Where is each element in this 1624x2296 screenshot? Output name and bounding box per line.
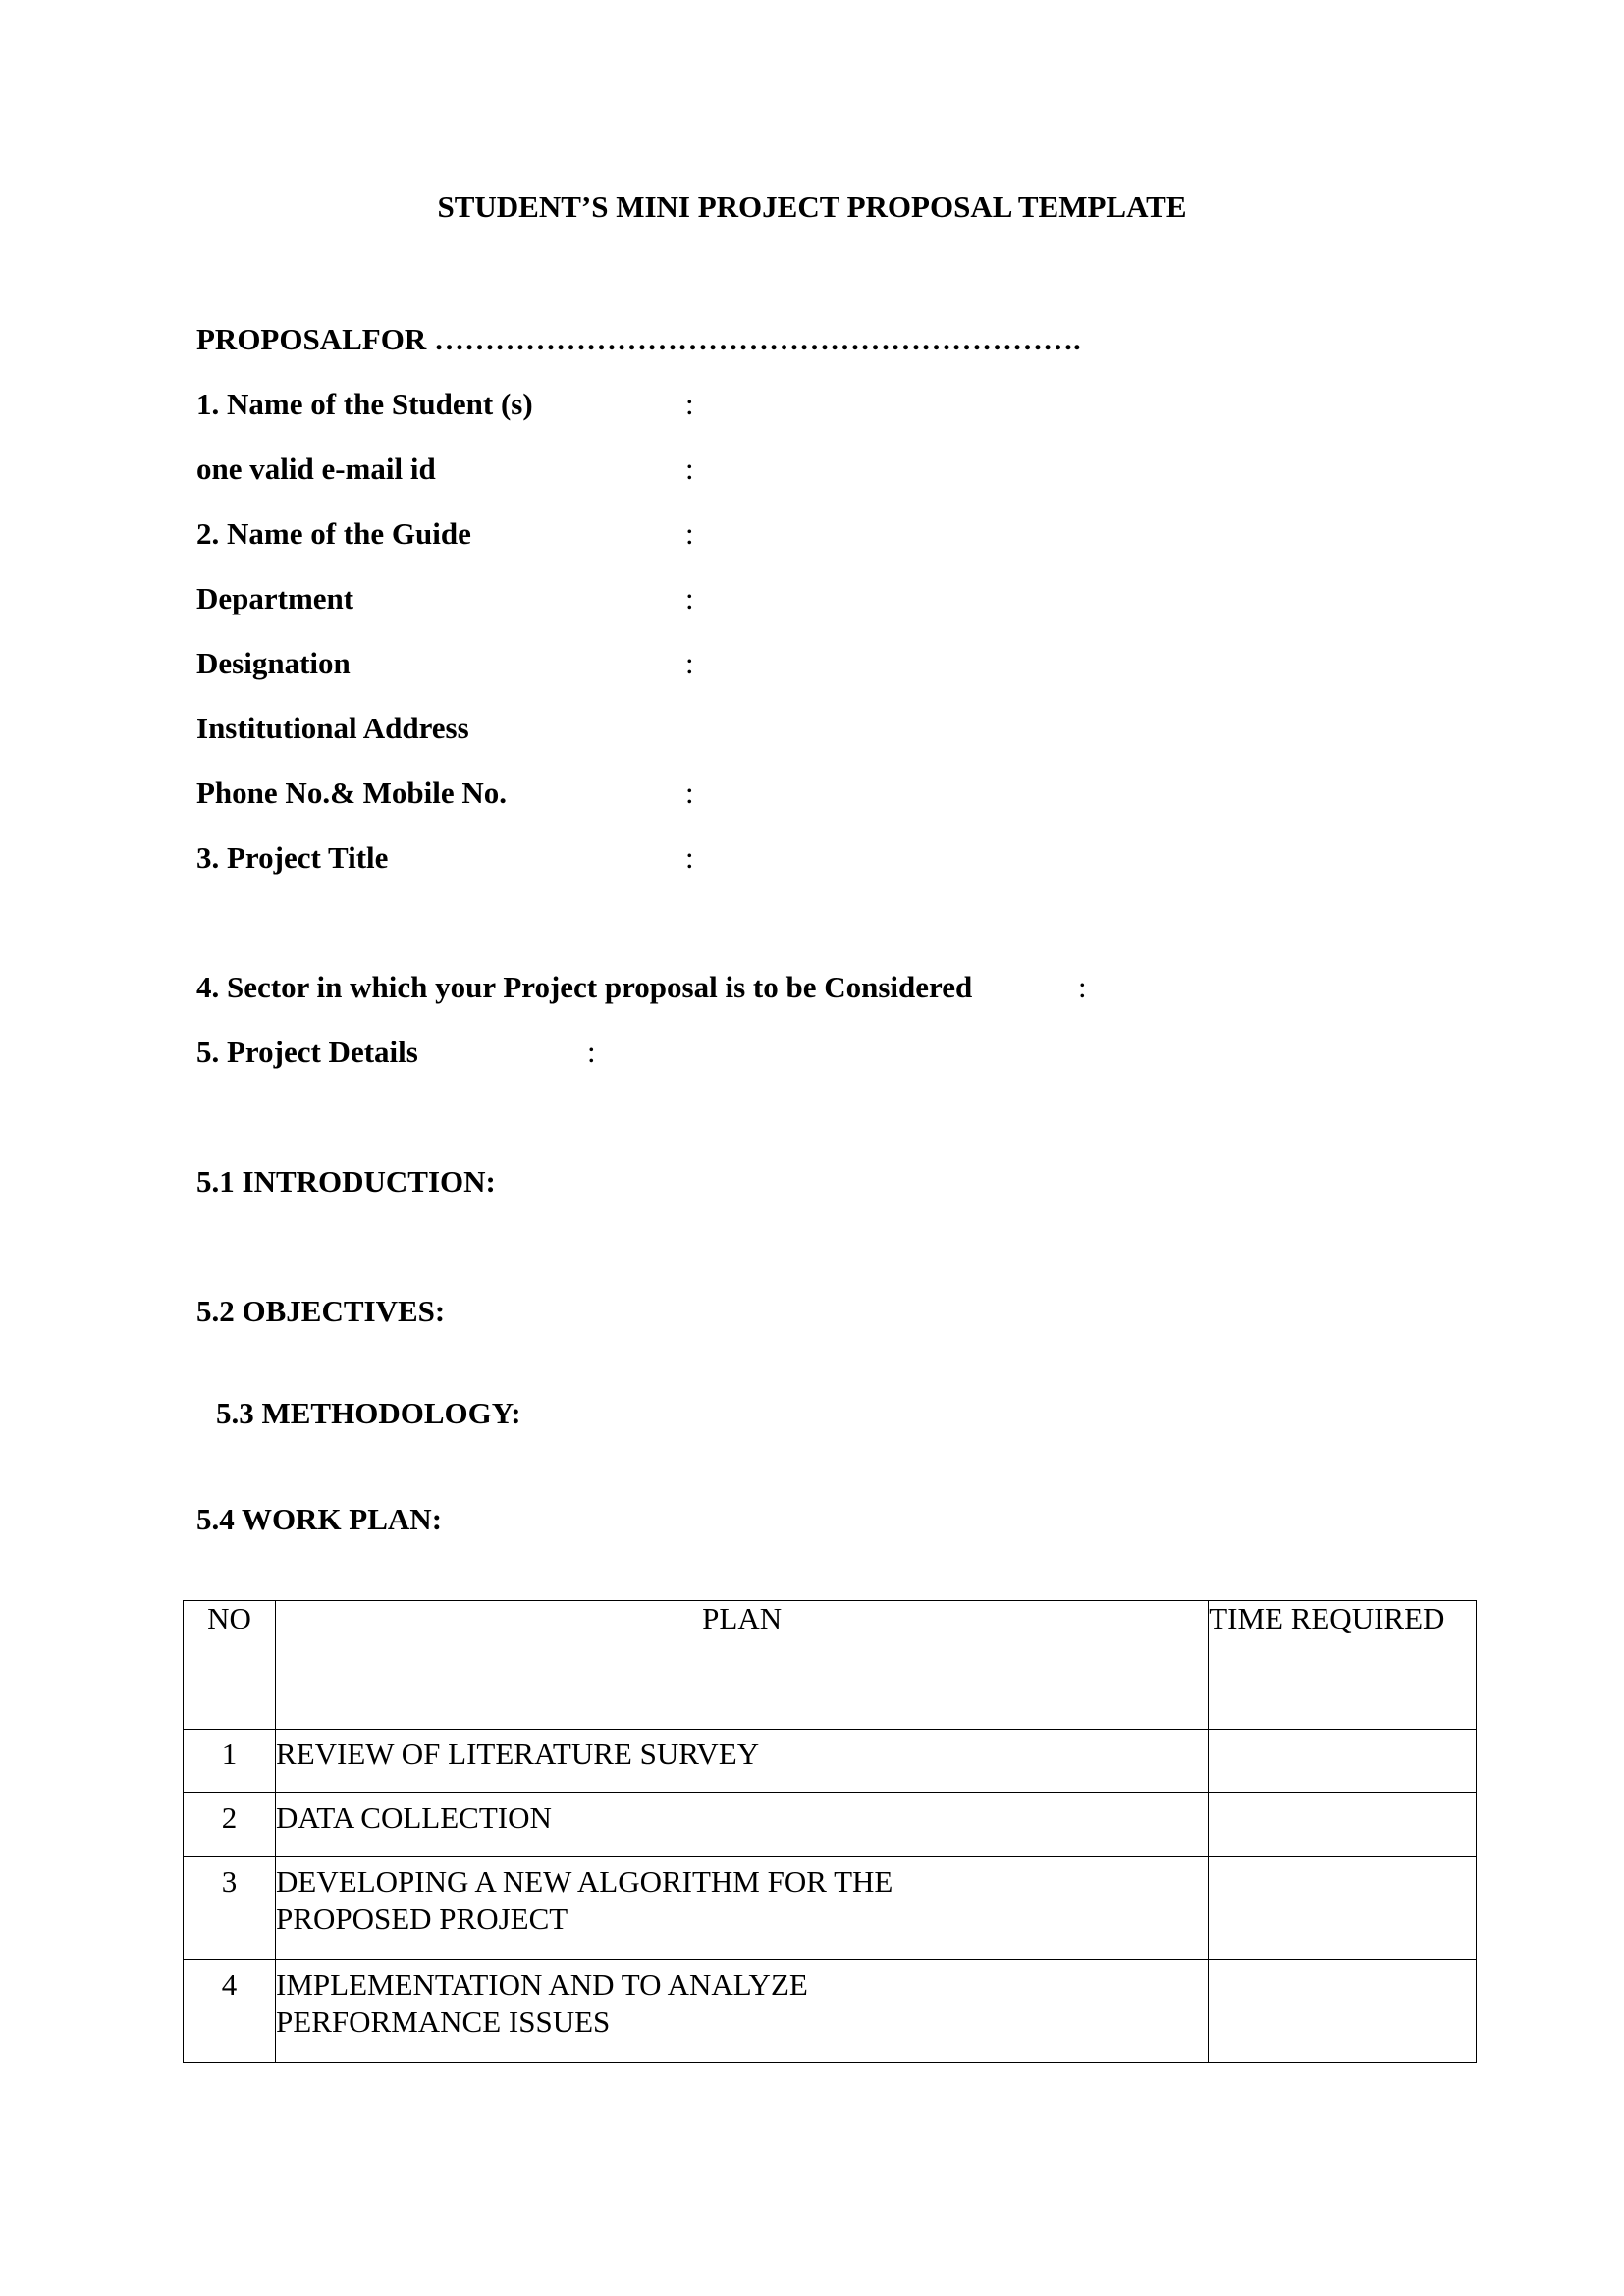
proposal-for-line: PROPOSALFOR ………………………………………………………. [196,322,1081,356]
field-colon: : [685,452,694,486]
field-label: 4. Sector in which your Project proposal is to be Considered [196,970,973,1004]
cell-no: 4 [184,1960,276,2063]
field-label: one valid e-mail id [196,452,436,486]
table-row [184,1793,1477,1857]
cell-time [1209,1960,1477,2063]
field-colon: : [685,581,694,615]
cell-no: 1 [184,1730,276,1793]
table-row [184,1730,1477,1793]
field-colon: : [685,775,694,810]
cell-no: 2 [184,1793,276,1857]
table-row [184,1960,1477,2063]
field-label: 2. Name of the Guide [196,516,471,551]
field-colon: : [685,387,694,421]
cell-time [1209,1730,1477,1793]
cell-plan: DEVELOPING A NEW ALGORITHM FOR THE PROPOSED PROJECT [276,1857,1209,1960]
field-department [196,581,694,616]
section-introduction: 5.1 INTRODUCTION: [196,1164,496,1199]
header-no: NO [184,1601,276,1730]
field-designation [196,646,694,681]
field-label: Designation [196,646,351,680]
field-institutional-address [196,711,469,746]
cell-no: 3 [184,1857,276,1960]
work-plan-table [183,1600,1477,2063]
field-label: 5. Project Details [196,1035,418,1069]
field-project-title [196,840,694,876]
field-sector [196,970,1087,1005]
section-methodology: 5.3 METHODOLOGY: [216,1396,521,1430]
table-row [184,1857,1477,1960]
field-label: Department [196,581,354,615]
section-objectives: 5.2 OBJECTIVES: [196,1294,446,1328]
field-colon: : [587,1035,596,1069]
field-label: 3. Project Title [196,840,389,875]
field-colon: : [1078,970,1087,1004]
table-header-row [184,1601,1477,1730]
field-colon: : [685,516,694,551]
field-colon: : [685,840,694,875]
field-guide-name [196,516,694,552]
field-label: Institutional Address [196,711,469,745]
field-student-name [196,387,694,422]
page-title: STUDENT’S MINI PROJECT PROPOSAL TEMPLATE [437,189,1187,224]
section-work-plan: 5.4 WORK PLAN: [196,1502,443,1536]
header-time-required: TIME REQUIRED [1209,1601,1477,1730]
cell-time [1209,1793,1477,1857]
field-email [196,452,694,487]
field-colon: : [685,646,694,680]
field-project-details [196,1035,596,1070]
cell-plan: DATA COLLECTION [276,1793,1209,1857]
field-phone [196,775,694,811]
cell-plan: IMPLEMENTATION AND TO ANALYZE PERFORMANCE ISSUES [276,1960,1209,2063]
field-label: 1. Name of the Student (s) [196,387,533,421]
header-plan: PLAN [276,1601,1209,1730]
cell-time [1209,1857,1477,1960]
field-label: Phone No.& Mobile No. [196,775,508,810]
cell-plan: REVIEW OF LITERATURE SURVEY [276,1730,1209,1793]
